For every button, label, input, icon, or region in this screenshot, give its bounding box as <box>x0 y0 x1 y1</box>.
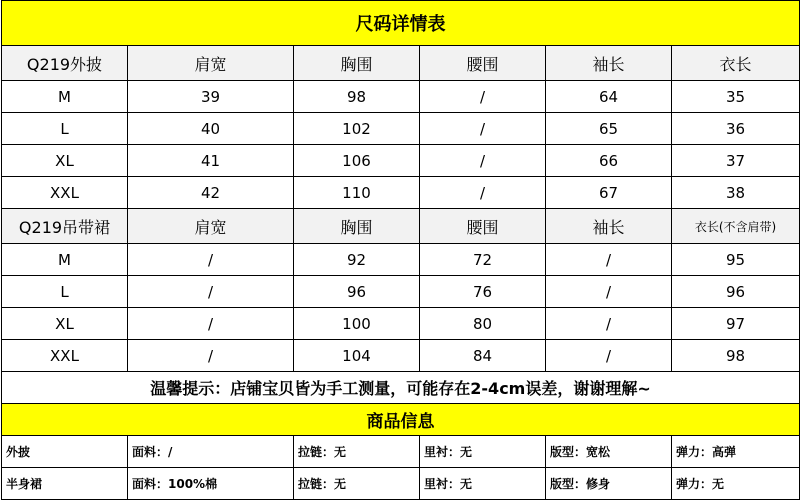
size-header-row <box>2 46 800 81</box>
size-header-cell: 袖长 <box>546 209 672 244</box>
size-data-row <box>2 276 800 308</box>
size-table-title: 尺码详情表 <box>2 1 800 46</box>
size-header-cell: 袖长 <box>546 46 672 81</box>
size-value-cell: 35 <box>672 81 800 113</box>
product-info-row <box>2 436 800 468</box>
size-label-cell: M <box>2 81 128 113</box>
size-value-cell: 100 <box>294 308 420 340</box>
product-attribute-cell: 版型：修身 <box>546 468 672 500</box>
size-data-row <box>2 113 800 145</box>
size-data-row <box>2 340 800 372</box>
size-value-cell: / <box>420 113 546 145</box>
product-info-row <box>2 468 800 500</box>
size-value-cell: / <box>128 340 294 372</box>
size-label-cell: XL <box>2 145 128 177</box>
size-value-cell: / <box>128 276 294 308</box>
size-label-cell: L <box>2 113 128 145</box>
product-info-table <box>1 404 800 500</box>
measurement-note: 温馨提示：店铺宝贝皆为手工测量，可能存在2-4cm误差，谢谢理解~ <box>2 372 800 404</box>
product-attribute-cell: 面料：100%棉 <box>128 468 294 500</box>
size-header-cell: 胸围 <box>294 209 420 244</box>
size-value-cell: / <box>546 244 672 276</box>
size-value-cell: 64 <box>546 81 672 113</box>
size-label-cell: XL <box>2 308 128 340</box>
size-value-cell: 36 <box>672 113 800 145</box>
product-attribute-cell: 里衬：无 <box>420 468 546 500</box>
size-value-cell: 67 <box>546 177 672 209</box>
product-info-title: 商品信息 <box>2 404 800 436</box>
size-detail-sheet <box>1 0 799 500</box>
product-attribute-cell: 弹力：高弹 <box>672 436 800 468</box>
size-label-cell: XXL <box>2 340 128 372</box>
product-attribute-cell: 拉链：无 <box>294 436 420 468</box>
size-label-cell: M <box>2 244 128 276</box>
size-value-cell: 97 <box>672 308 800 340</box>
size-value-cell: / <box>546 308 672 340</box>
size-header-cell: 肩宽 <box>128 209 294 244</box>
size-value-cell: / <box>546 276 672 308</box>
product-attribute-cell: 版型：宽松 <box>546 436 672 468</box>
product-attribute-cell: 拉链：无 <box>294 468 420 500</box>
product-attribute-cell: 里衬：无 <box>420 436 546 468</box>
size-value-cell: 42 <box>128 177 294 209</box>
size-value-cell: 110 <box>294 177 420 209</box>
size-value-cell: / <box>128 244 294 276</box>
size-value-cell: 104 <box>294 340 420 372</box>
size-value-cell: 106 <box>294 145 420 177</box>
size-value-cell: / <box>420 145 546 177</box>
size-value-cell: 96 <box>294 276 420 308</box>
size-value-cell: / <box>128 308 294 340</box>
note-row <box>2 372 800 404</box>
size-value-cell: 66 <box>546 145 672 177</box>
size-header-cell: 腰围 <box>420 209 546 244</box>
size-value-cell: 41 <box>128 145 294 177</box>
size-header-cell: 衣长 <box>672 46 800 81</box>
size-value-cell: 92 <box>294 244 420 276</box>
size-data-row <box>2 177 800 209</box>
size-value-cell: 37 <box>672 145 800 177</box>
size-value-cell: / <box>420 81 546 113</box>
product-info-title-row <box>2 404 800 436</box>
size-header-cell: Q219外披 <box>2 46 128 81</box>
size-data-row <box>2 81 800 113</box>
size-label-cell: L <box>2 276 128 308</box>
product-name-cell: 半身裙 <box>2 468 128 500</box>
size-value-cell: 40 <box>128 113 294 145</box>
size-value-cell: 39 <box>128 81 294 113</box>
size-value-cell: 84 <box>420 340 546 372</box>
size-value-cell: 95 <box>672 244 800 276</box>
size-table-title-row <box>2 1 800 46</box>
size-value-cell: 38 <box>672 177 800 209</box>
size-data-row <box>2 244 800 276</box>
size-value-cell: 72 <box>420 244 546 276</box>
size-value-cell: 80 <box>420 308 546 340</box>
size-data-row <box>2 308 800 340</box>
size-value-cell: 96 <box>672 276 800 308</box>
size-value-cell: 102 <box>294 113 420 145</box>
size-value-cell: / <box>546 340 672 372</box>
product-attribute-cell: 面料：/ <box>128 436 294 468</box>
size-value-cell: 65 <box>546 113 672 145</box>
size-header-cell: Q219吊带裙 <box>2 209 128 244</box>
size-header-cell: 肩宽 <box>128 46 294 81</box>
size-header-cell: 胸围 <box>294 46 420 81</box>
size-value-cell: / <box>420 177 546 209</box>
size-value-cell: 98 <box>672 340 800 372</box>
product-attribute-cell: 弹力：无 <box>672 468 800 500</box>
size-header-row <box>2 209 800 244</box>
size-value-cell: 98 <box>294 81 420 113</box>
size-table <box>1 0 800 404</box>
size-value-cell: 76 <box>420 276 546 308</box>
size-header-cell: 衣长(不含肩带) <box>672 209 800 244</box>
product-name-cell: 外披 <box>2 436 128 468</box>
size-data-row <box>2 145 800 177</box>
size-label-cell: XXL <box>2 177 128 209</box>
size-header-cell: 腰围 <box>420 46 546 81</box>
